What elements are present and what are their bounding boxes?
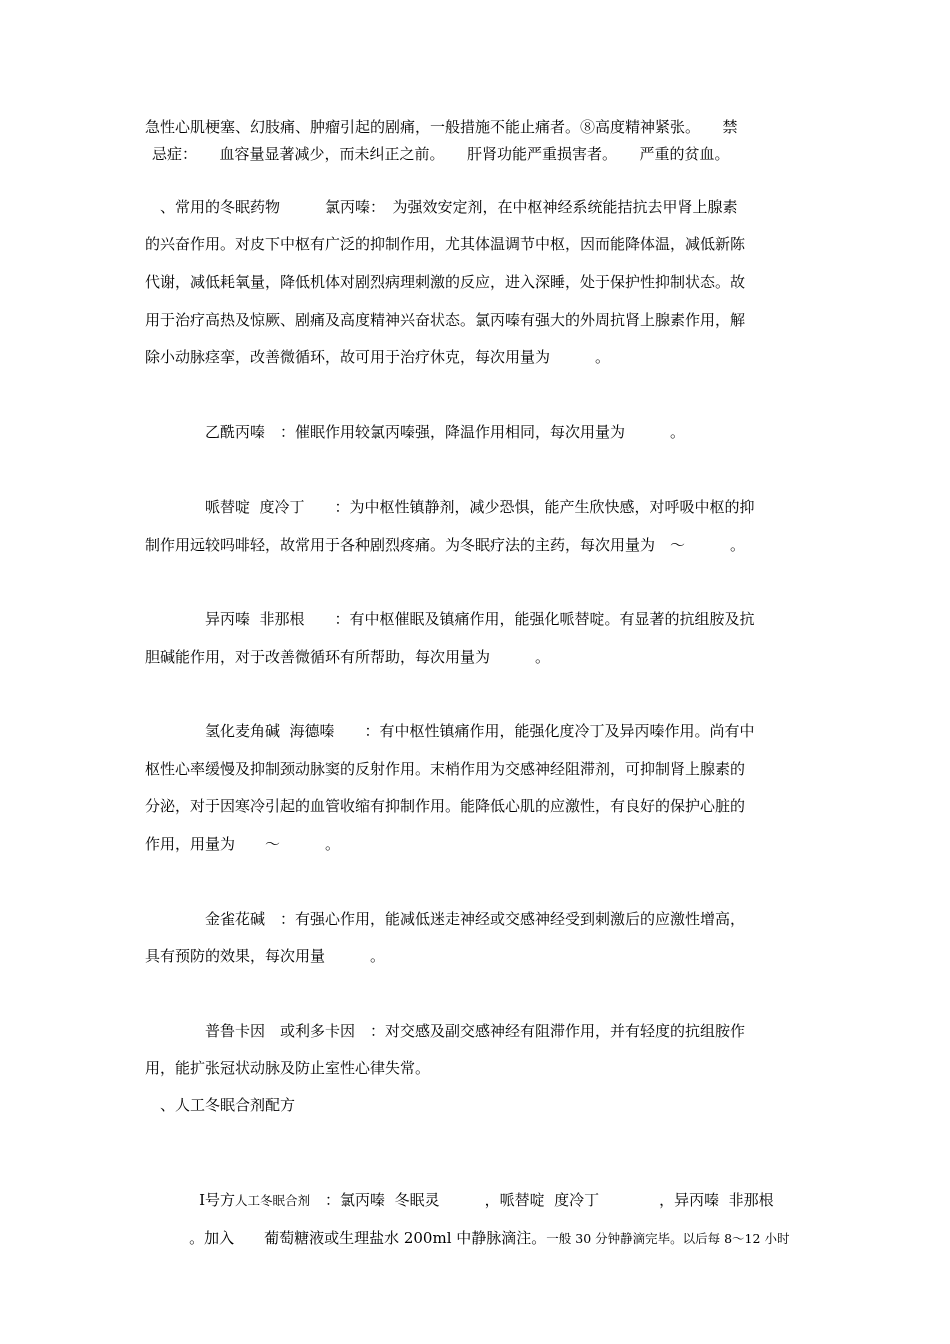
text-line-10: 制作用远较吗啡轻，故常用于各种剧烈疼痛。为冬眠疗法的主药，每次用量为 ～ 。: [145, 536, 746, 554]
text-line-1: 急性心肌梗塞、幻肢痛、肿瘤引起的剧痛，一般措施不能止痛者。⑧高度精神紧张。 禁: [145, 118, 738, 136]
text-line-12: 胆碱能作用，对于改善微循环有所帮助，每次用量为 。: [145, 648, 551, 666]
section-heading-drugs: 、常用的冬眠药物 氯丙嗪： 为强效安定剂，在中枢神经系统能拮抗去甲肾上腺素: [145, 198, 738, 216]
drug-promethazine: 异丙嗪 非那根 ：有中枢催眠及镇痛作用，能强化哌替啶。有显著的抗组胺及抗: [205, 610, 755, 628]
text-line-14: 枢性心率缓慢及抑制颈动脉窦的反射作用。末梢作用为交感神经阻滞剂，可抑制肾上腺素的: [145, 760, 746, 778]
text-line-16: 作用，用量为 ～ 。: [145, 835, 341, 853]
formula-number: Ⅰ号方: [199, 1191, 236, 1209]
text-line-18: 具有预防的效果，每次用量 。: [145, 947, 386, 965]
text-line-15: 分泌，对于因寒冷引起的血管收缩有抑制作用。能降低心肌的应激性，有良好的保护心脏的: [145, 797, 746, 815]
formula-ingredients: ：氯丙嗪 冬眠灵 ，哌替啶 度冷丁 ，异丙嗪 非那根: [310, 1191, 774, 1209]
drug-cytisine: 金雀花碱 ：有强心作用，能减低迷走神经或交感神经受到刺激后的应激性增高，: [205, 910, 746, 928]
formula-line-2: [170, 1208, 789, 1269]
formula-followup: 一般 30 分钟静滴完毕。以后每 8～12 小时: [546, 1231, 790, 1246]
text-line-5: 代谢，减低耗氧量，降低机体对剧烈病理刺激的反应，进入深睡，处于保护性抑制状态。故: [145, 273, 746, 291]
text-line-7: 除小动脉痉挛，改善微循环，故可用于治疗休克，每次用量为 。: [145, 348, 611, 366]
formula-name: 人工冬眠合剂: [235, 1193, 311, 1208]
drug-hydergine: 氢化麦角碱 海德嗪 ：有中枢性镇痛作用，能强化度冷丁及异丙嗪作用。尚有中: [205, 722, 755, 740]
drug-pethidine: 哌替啶 度冷丁 ：为中枢性镇静剂，减少恐惧，能产生欣快感，对呼吸中枢的抑: [205, 498, 755, 516]
text-line-20: 用，能扩张冠状动脉及防止室性心律失常。: [145, 1059, 431, 1077]
text-line-2: 忌症： 血容量显著减少，而未纠正之前。 肝肾功能严重损害者。 严重的贫血。: [152, 145, 730, 163]
formula-instructions: 。加入 葡萄糖液或生理盐水 200ml 中静脉滴注。: [189, 1229, 547, 1247]
drug-acepromazine: 乙酰丙嗪 ：催眠作用较氯丙嗪强，降温作用相同，每次用量为 。: [205, 423, 686, 441]
text-line-6: 用于治疗高热及惊厥、剧痛及高度精神兴奋状态。氯丙嗪有强大的外周抗肾上腺素作用，解: [145, 311, 746, 329]
drug-procaine: 普鲁卡因 或利多卡因 ：对交感及副交感神经有阻滞作用，并有轻度的抗组胺作: [205, 1022, 746, 1040]
section-heading-formula: 、人工冬眠合剂配方: [145, 1096, 296, 1114]
text-line-4: 的兴奋作用。对皮下中枢有广泛的抑制作用，尤其体温调节中枢，因而能降体温，减低新陈: [145, 235, 746, 253]
